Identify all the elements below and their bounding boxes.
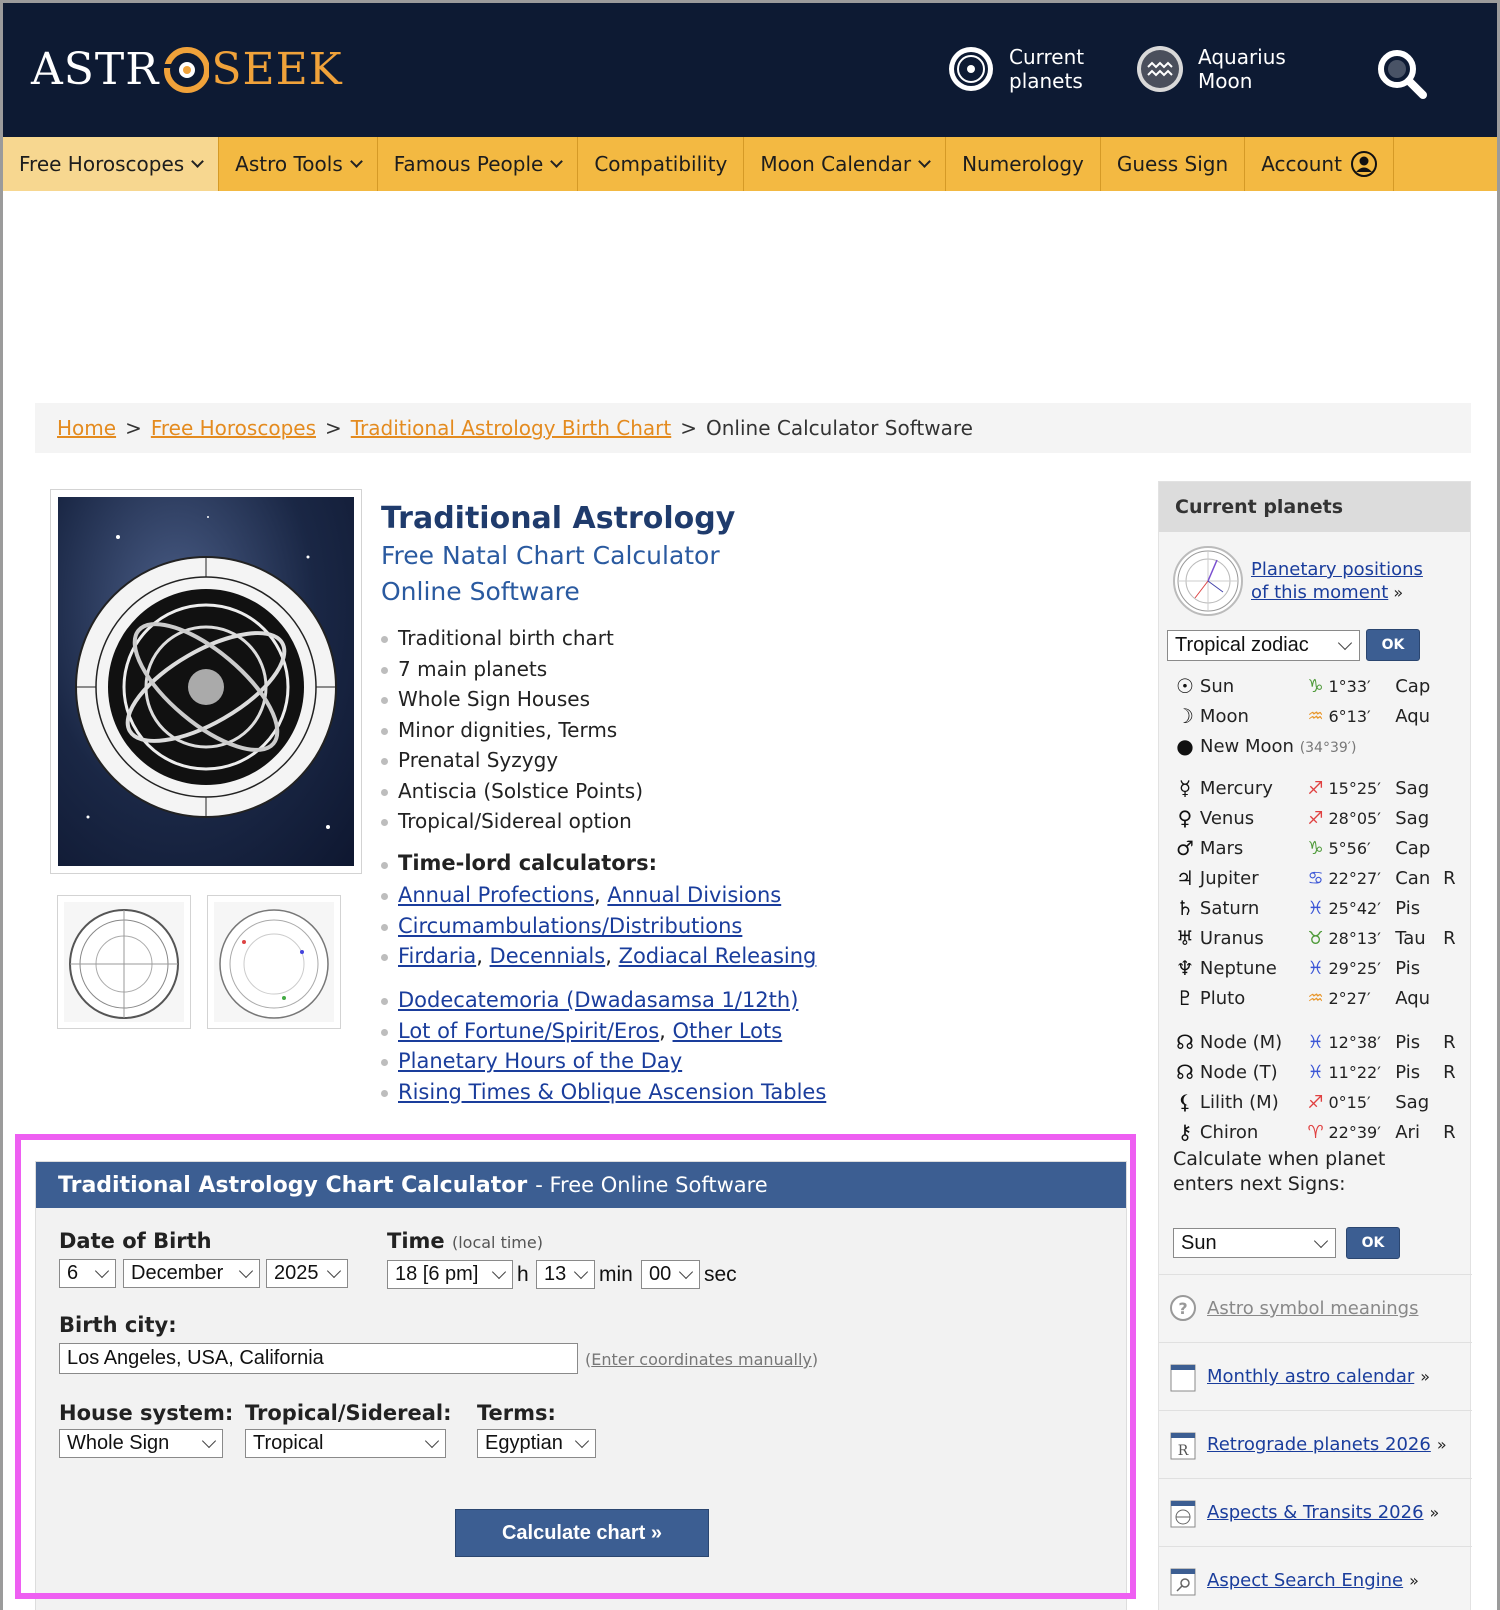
planetary-positions-text	[1251, 558, 1423, 604]
planet-degree: 25°42′	[1328, 898, 1381, 918]
main-nav	[3, 137, 1497, 191]
planet-name	[1197, 736, 1397, 757]
astroseek-logo[interactable]	[31, 39, 343, 99]
house-system-label: House system:	[59, 1401, 234, 1425]
raquo: »	[1436, 1435, 1447, 1454]
tropical-sidereal-label: Tropical/Sidereal:	[245, 1401, 452, 1425]
aquarius-moon-icon	[1136, 45, 1184, 93]
planet-degree: 6°13′	[1328, 706, 1371, 726]
zodiac-sign-icon: ♐	[1307, 807, 1324, 829]
planet-glyph-icon: ♂	[1175, 836, 1194, 860]
planetary-positions-block	[1173, 546, 1423, 616]
birth-city-input[interactable]: Los Angeles, USA, California	[59, 1343, 578, 1374]
zodiac-sign-icon: ♐	[1307, 1091, 1324, 1113]
planet-glyph-icon: ☽	[1175, 704, 1194, 728]
question-icon	[1169, 1293, 1197, 1325]
zodiac-ok-button[interactable]: OK	[1366, 629, 1420, 661]
planet-name: Saturn	[1199, 897, 1260, 919]
planet-name: Node (T)	[1199, 1061, 1278, 1083]
planet-glyph-icon: ♄	[1175, 896, 1194, 920]
sign-abbreviation: Pis	[1395, 957, 1421, 979]
chevron-down-icon	[492, 1265, 506, 1279]
sign-abbreviation: Pis	[1395, 1061, 1421, 1083]
planet-glyph-icon: ☉	[1175, 674, 1194, 698]
coordinates-paren-close: )	[811, 1350, 819, 1369]
chevron-down-icon	[1338, 636, 1352, 650]
new-moon-note: (34°39′)	[1299, 739, 1357, 756]
nav-famous-people[interactable]	[378, 137, 579, 191]
nav-label: Compatibility	[594, 152, 728, 176]
calc-when-line-1: Calculate when planet	[1173, 1148, 1386, 1170]
link-decennials[interactable]: Decennials	[489, 944, 606, 968]
planetary-positions-link-2[interactable]: of this moment	[1251, 582, 1389, 603]
svg-text:R: R	[1177, 1442, 1189, 1459]
nav-label: Famous People	[393, 152, 544, 176]
zodiac-sign-icon: ♑	[1307, 675, 1324, 697]
breadcrumb-separator: >	[325, 416, 342, 440]
sign-abbreviation: Ari	[1395, 1121, 1420, 1143]
tropical-sidereal-select[interactable]	[245, 1429, 446, 1458]
second-unit: sec	[704, 1263, 737, 1286]
nav-label: Numerology	[962, 152, 1084, 176]
nav-guess-sign[interactable]	[1101, 137, 1245, 191]
sign-abbreviation: Cap	[1395, 837, 1431, 859]
feature-list	[381, 623, 643, 837]
sign-abbreviation: Pis	[1395, 897, 1421, 919]
date-of-birth-label: Date of Birth	[59, 1229, 212, 1253]
retrograde-calendar-icon	[1169, 1429, 1197, 1461]
aquarius-moon-label-2: Moon	[1198, 69, 1253, 93]
select-value: Tropical zodiac	[1175, 634, 1309, 656]
sign-abbreviation: Tau	[1395, 927, 1426, 949]
chart-cover-image	[58, 497, 354, 866]
nav-label: Astro Tools	[235, 152, 343, 176]
nav-free-horoscopes[interactable]	[3, 137, 219, 191]
link-planetary-hours[interactable]: Planetary Hours of the Day	[398, 1049, 683, 1073]
link-row	[381, 985, 826, 1016]
planet-degree: 15°25′	[1328, 778, 1381, 798]
link-other-lots[interactable]: Other Lots	[672, 1018, 783, 1043]
nav-label: Guess Sign	[1116, 152, 1229, 176]
time-label	[387, 1229, 543, 1253]
chevron-down-icon	[550, 155, 563, 168]
planet-row	[1173, 804, 1463, 832]
chevron-down-icon	[679, 1265, 693, 1279]
product-title: Traditional Astrology	[381, 501, 736, 536]
planet-degree: 0°15′	[1328, 1092, 1371, 1112]
select-value: 6	[67, 1262, 79, 1284]
product-thumbnail-1[interactable]	[57, 895, 191, 1029]
logo-text-left: ASTR	[31, 43, 160, 95]
sidebar-link-label[interactable]: Retrograde planets 2026	[1207, 1434, 1431, 1455]
feature-item: Prenatal Syzygy	[381, 745, 643, 776]
planet-name: Mercury	[1199, 777, 1273, 799]
chevron-down-icon	[1314, 1234, 1328, 1248]
select-value: Whole Sign	[67, 1432, 170, 1454]
link-circumambulations[interactable]: Circumambulations/Distributions	[398, 913, 743, 938]
planet-row	[1173, 954, 1463, 982]
zodiac-sign-icon: ♒	[1307, 987, 1324, 1009]
planet-name: Chiron	[1199, 1121, 1259, 1143]
raquo: »	[1420, 1367, 1431, 1386]
breadcrumb	[35, 403, 1471, 453]
enter-coordinates-link[interactable]: Enter coordinates manually	[591, 1350, 812, 1369]
breadcrumb-free-horoscopes[interactable]: Free Horoscopes	[150, 416, 316, 440]
birth-second-select[interactable]	[641, 1260, 700, 1289]
chevron-down-icon	[425, 1434, 439, 1448]
planet-degree: 22°39′	[1328, 1122, 1381, 1142]
sign-abbreviation: Pis	[1395, 1031, 1421, 1053]
birth-city-label: Birth city:	[59, 1313, 177, 1337]
planetary-chart-icon[interactable]	[1173, 546, 1243, 616]
time-note: (local time)	[451, 1233, 543, 1252]
select-value: December	[131, 1262, 224, 1284]
planet-row	[1173, 894, 1463, 922]
select-value: 18 [6 pm]	[395, 1263, 479, 1285]
feature-item: Tropical/Sidereal option	[381, 806, 643, 837]
sidebar-link-retrograde[interactable]	[1159, 1410, 1472, 1478]
planet-row	[1173, 834, 1463, 862]
planet-row	[1173, 1028, 1463, 1056]
other-tools-links	[381, 985, 826, 1107]
nav-moon-calendar[interactable]	[744, 137, 946, 191]
raquo: »	[1393, 583, 1404, 602]
breadcrumb-traditional-chart[interactable]: Traditional Astrology Birth Chart	[350, 416, 672, 440]
logo-text-right: SEEK	[211, 43, 343, 95]
calc-when-label	[1173, 1147, 1385, 1197]
link-row: Firdaria, Decennials, Zodiacal Releasing	[381, 941, 816, 972]
planet-glyph-icon: ☿	[1178, 776, 1192, 800]
feature-item: Antiscia (Solstice Points)	[381, 776, 643, 807]
planet-row	[1173, 984, 1463, 1012]
zodiac-sign-icon: ♉	[1307, 927, 1324, 949]
birth-month-select[interactable]	[123, 1259, 260, 1288]
planet-degree: 2°27′	[1328, 988, 1371, 1008]
calculator-header	[36, 1162, 1126, 1208]
planet-degree: 28°13′	[1328, 928, 1381, 948]
sign-abbreviation: Aqu	[1395, 705, 1431, 727]
zodiac-sign-icon: ♓	[1307, 1061, 1324, 1083]
planet-degree: 22°27′	[1328, 868, 1381, 888]
terms-label: Terms:	[477, 1401, 556, 1425]
retrograde-marker: R	[1443, 1061, 1456, 1083]
sidebar-link-label[interactable]: Monthly astro calendar	[1207, 1366, 1415, 1387]
retrograde-marker: R	[1443, 1121, 1456, 1143]
logo-sun-icon	[161, 42, 209, 96]
planet-glyph-icon: ⚸	[1177, 1090, 1193, 1114]
planet-name: Jupiter	[1199, 867, 1259, 889]
sidebar-link-label[interactable]: Astro symbol meanings	[1207, 1298, 1419, 1319]
feature-item: Traditional birth chart	[381, 623, 643, 654]
planet-glyph-icon: ♇	[1175, 986, 1194, 1010]
hour-unit: h	[517, 1263, 529, 1286]
planet-degree: 29°25′	[1328, 958, 1381, 978]
product-main-image[interactable]	[50, 489, 362, 874]
chevron-down-icon	[350, 155, 363, 168]
retrograde-marker: R	[1443, 1031, 1456, 1053]
sun-symbol-icon	[947, 45, 995, 93]
chevron-down-icon	[95, 1264, 109, 1278]
planet-row	[1173, 774, 1463, 802]
zodiac-sign-icon: ♓	[1307, 1031, 1324, 1053]
chevron-down-icon	[202, 1434, 216, 1448]
search-calendar-icon	[1169, 1565, 1197, 1597]
planet-row	[1173, 864, 1463, 892]
sign-abbreviation: Sag	[1395, 777, 1430, 799]
planet-glyph-icon: ●	[1176, 734, 1194, 758]
site-header	[3, 3, 1497, 137]
planet-degree: 11°22′	[1328, 1062, 1381, 1082]
breadcrumb-separator: >	[680, 416, 697, 440]
select-value: 13	[544, 1263, 567, 1285]
nav-compatibility[interactable]	[578, 137, 744, 191]
feature-item: Minor dignities, Terms	[381, 715, 643, 746]
calendar-icon	[1169, 1361, 1197, 1393]
planet-degree: 28°05′	[1328, 808, 1381, 828]
planet-degree: 5°56′	[1328, 838, 1371, 858]
link-annual-divisions[interactable]: Annual Divisions	[607, 883, 782, 907]
sidebar-link-aspect-search[interactable]	[1159, 1546, 1472, 1610]
nav-label: Account	[1261, 152, 1342, 176]
zodiac-sign-icon: ♑	[1307, 837, 1324, 859]
current-planets-label-2: planets	[1009, 69, 1083, 93]
calc-when-line-2: enters next Signs:	[1173, 1173, 1346, 1195]
sidebar-link-symbol-meanings[interactable]	[1159, 1274, 1472, 1342]
birth-hour-select[interactable]	[387, 1260, 513, 1289]
current-planets-link[interactable]	[947, 45, 1084, 93]
zodiac-sign-icon: ♒	[1307, 705, 1324, 727]
chart-thumbnail-image	[214, 902, 334, 1022]
planet-name: Venus	[1199, 807, 1255, 829]
account-icon	[1351, 151, 1377, 177]
aquarius-moon-label-1: Aquarius	[1198, 45, 1286, 69]
svg-text:?: ?	[1178, 1298, 1188, 1318]
planet-name: Neptune	[1199, 957, 1277, 979]
house-system-select[interactable]	[59, 1429, 223, 1458]
planet-row	[1173, 672, 1463, 700]
chevron-down-icon	[327, 1264, 341, 1278]
nav-account[interactable]	[1245, 137, 1394, 191]
planet-row	[1173, 1088, 1463, 1116]
planet-glyph-icon: ♀	[1177, 806, 1193, 830]
planet-row	[1173, 1058, 1463, 1086]
link-annual-profections[interactable]: Annual Profections	[398, 883, 595, 907]
raquo: »	[1429, 1503, 1440, 1522]
planet-glyph-icon: ⚷	[1177, 1120, 1193, 1144]
planet-name-text: New Moon	[1200, 735, 1294, 757]
nav-label: Moon Calendar	[760, 152, 912, 176]
timelord-heading: Time-lord calculators:	[381, 851, 657, 875]
raquo: »	[1409, 1571, 1419, 1590]
planet-ok-button[interactable]: OK	[1346, 1227, 1400, 1259]
zodiac-sign-icon: ♐	[1307, 777, 1324, 799]
breadcrumb-home[interactable]: Home	[57, 416, 117, 440]
sign-abbreviation: Sag	[1395, 1091, 1430, 1113]
chart-thumbnail-image	[64, 902, 184, 1022]
link-row: Lot of Fortune/Spirit/Eros, Other Lots	[381, 1016, 826, 1047]
birth-year-select[interactable]	[266, 1259, 348, 1288]
calculator-subtitle: - Free Online Software	[535, 1173, 768, 1197]
chevron-down-icon	[239, 1264, 253, 1278]
link-rising-times[interactable]: Rising Times & Oblique Ascension Tables	[398, 1079, 827, 1104]
planetary-positions-link[interactable]: Planetary positions	[1251, 559, 1423, 580]
link-row	[381, 1046, 826, 1077]
planet-degree: 1°33′	[1328, 676, 1371, 696]
retrograde-marker: R	[1443, 867, 1456, 889]
link-row	[381, 911, 816, 942]
sign-abbreviation: Can	[1395, 867, 1431, 889]
zodiac-sign-icon: ♓	[1307, 897, 1324, 919]
calculate-chart-button[interactable]: Calculate chart »	[455, 1509, 709, 1557]
planet-glyph-icon: ☊	[1176, 1060, 1194, 1084]
zodiac-sign-icon: ♋	[1307, 867, 1324, 889]
birth-minute-select[interactable]	[536, 1260, 595, 1289]
link-lot-of-fortune[interactable]: Lot of Fortune/Spirit/Eros	[398, 1018, 660, 1043]
link-dodecatemoria[interactable]: Dodecatemoria (Dwadasamsa 1/12th)	[398, 988, 799, 1012]
search-icon[interactable]	[1375, 47, 1429, 101]
sign-abbreviation: Cap	[1395, 675, 1431, 697]
nav-label: Free Horoscopes	[19, 152, 185, 176]
planet-row	[1173, 702, 1463, 730]
link-zodiacal-releasing[interactable]: Zodiacal Releasing	[618, 944, 817, 968]
select-value: Tropical	[253, 1432, 324, 1454]
zodiac-sign-icon: ♓	[1307, 957, 1324, 979]
aquarius-moon-link[interactable]	[1136, 45, 1286, 93]
select-value: Sun	[1181, 1231, 1217, 1254]
link-row: Annual Profections, Annual Divisions	[381, 880, 816, 911]
retrograde-marker: R	[1443, 927, 1456, 949]
nav-astro-tools[interactable]	[219, 137, 378, 191]
chevron-down-icon	[575, 1434, 589, 1448]
minute-unit: min	[599, 1263, 633, 1286]
planet-glyph-icon: ♅	[1175, 926, 1194, 950]
link-firdaria[interactable]: Firdaria	[398, 944, 477, 968]
globe-calendar-icon	[1169, 1497, 1197, 1529]
planet-glyph-icon: ♃	[1175, 866, 1194, 890]
current-planets-label-1: Current	[1009, 45, 1085, 69]
planet-name: Node (M)	[1199, 1031, 1283, 1053]
chevron-down-icon	[574, 1265, 588, 1279]
planet-name: Uranus	[1199, 927, 1264, 949]
planet-glyph-icon: ☊	[1176, 1030, 1194, 1054]
product-subtitle-2: Online Software	[381, 577, 580, 606]
link-row	[381, 1077, 826, 1108]
feature-item: Whole Sign Houses	[381, 684, 643, 715]
select-value: Egyptian	[485, 1432, 563, 1454]
product-subtitle-1: Free Natal Chart Calculator	[381, 541, 720, 570]
planet-name: Lilith (M)	[1199, 1091, 1279, 1113]
sidebar-link-aspects-transits[interactable]	[1159, 1478, 1472, 1546]
planet-row	[1173, 924, 1463, 952]
select-value: 2025	[274, 1262, 319, 1284]
planet-degree: 12°38′	[1328, 1032, 1381, 1052]
planet-row	[1173, 1118, 1463, 1146]
product-thumbnail-2[interactable]	[207, 895, 341, 1029]
planet-glyph-icon: ♆	[1175, 956, 1194, 980]
sidebar-heading: Current planets	[1159, 482, 1470, 532]
zodiac-sign-icon: ♈	[1307, 1121, 1324, 1143]
coordinates-paren-open: (	[585, 1350, 592, 1369]
feature-item: 7 main planets	[381, 654, 643, 685]
birth-day-select[interactable]	[59, 1259, 116, 1288]
breadcrumb-separator: >	[125, 416, 142, 440]
calculator-title: Traditional Astrology Chart Calculator	[58, 1172, 528, 1198]
sidebar	[1158, 481, 1471, 1610]
sign-abbreviation: Aqu	[1395, 987, 1431, 1009]
planet-select[interactable]	[1173, 1228, 1336, 1258]
planet-name: Mars	[1199, 837, 1244, 859]
sidebar-link-label[interactable]: Aspect Search Engine	[1207, 1570, 1404, 1591]
time-label-text: Time	[387, 1229, 445, 1253]
coordinates-note	[585, 1350, 818, 1369]
timelord-links	[381, 880, 816, 972]
nav-numerology[interactable]	[946, 137, 1101, 191]
planet-row	[1173, 732, 1463, 760]
terms-select[interactable]	[477, 1429, 596, 1458]
select-value: 00	[649, 1263, 672, 1285]
zodiac-type-select[interactable]	[1167, 630, 1360, 661]
chevron-down-icon	[191, 155, 204, 168]
planet-name: Sun	[1199, 675, 1235, 697]
chevron-down-icon	[918, 155, 931, 168]
planet-name: Moon	[1199, 705, 1249, 727]
sidebar-link-label[interactable]: Aspects & Transits 2026	[1207, 1502, 1424, 1523]
planet-name: Pluto	[1199, 987, 1246, 1009]
sidebar-link-monthly-calendar[interactable]	[1159, 1342, 1472, 1410]
sign-abbreviation: Sag	[1395, 807, 1430, 829]
breadcrumb-current: Online Calculator Software	[706, 416, 973, 440]
